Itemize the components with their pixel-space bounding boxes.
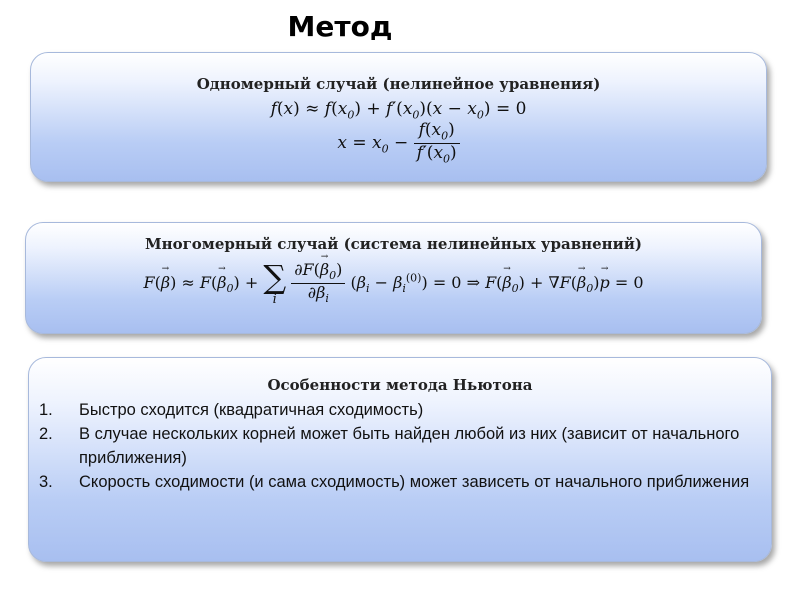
list-item-number: 2. (39, 425, 53, 443)
page-title: Метод (287, 10, 393, 43)
multi-dimensional-case-box (25, 222, 762, 334)
list-item (39, 470, 751, 494)
multivariate-newton-formula: $F(\to \beta) \approx F(\to \beta_0)$ + ∑ i $\frac{\partial F(\to \beta_0)}{\partial\beta_i}$ $(\beta_i - \beta_i^{(0)}) = 0$ ⇒ $F(\to \beta_0) + \nabla F(\to \beta_0)\to p = 0$ (26, 261, 761, 306)
list-item-number: 3. (39, 473, 53, 491)
list-item-text: Быстро сходится (квадратичная сходимость) (79, 401, 424, 419)
multi-dimensional-heading: Многомерный случай (система нелинейных уравнений) (145, 235, 642, 253)
list-item (39, 422, 751, 470)
features-list (39, 398, 751, 494)
newton-features-heading: Особенности метода Ньютона (267, 376, 533, 394)
list-item (39, 398, 751, 422)
one-dimensional-case-box (30, 52, 767, 182)
list-item-text: Скорость сходимости (и сама сходимость) может зависеть от начального приближения (79, 473, 750, 491)
one-dimensional-heading: Одномерный случай (нелинейное уравнения) (196, 75, 601, 93)
list-item-text: В случае нескольких корней может быть найден любой из них (зависит от начального приближения) (79, 425, 740, 467)
newton-features-box (28, 357, 772, 562)
list-item-number: 1. (39, 401, 53, 419)
newton-iteration-formula: $x = x_0$ − $\frac{f(x_0)}{f'(x_0)}$ (31, 121, 766, 166)
newton-linearization-formula: $f(x) \approx f(x_0) + f'(x_0)(x - x_0) = 0$ (270, 99, 527, 122)
